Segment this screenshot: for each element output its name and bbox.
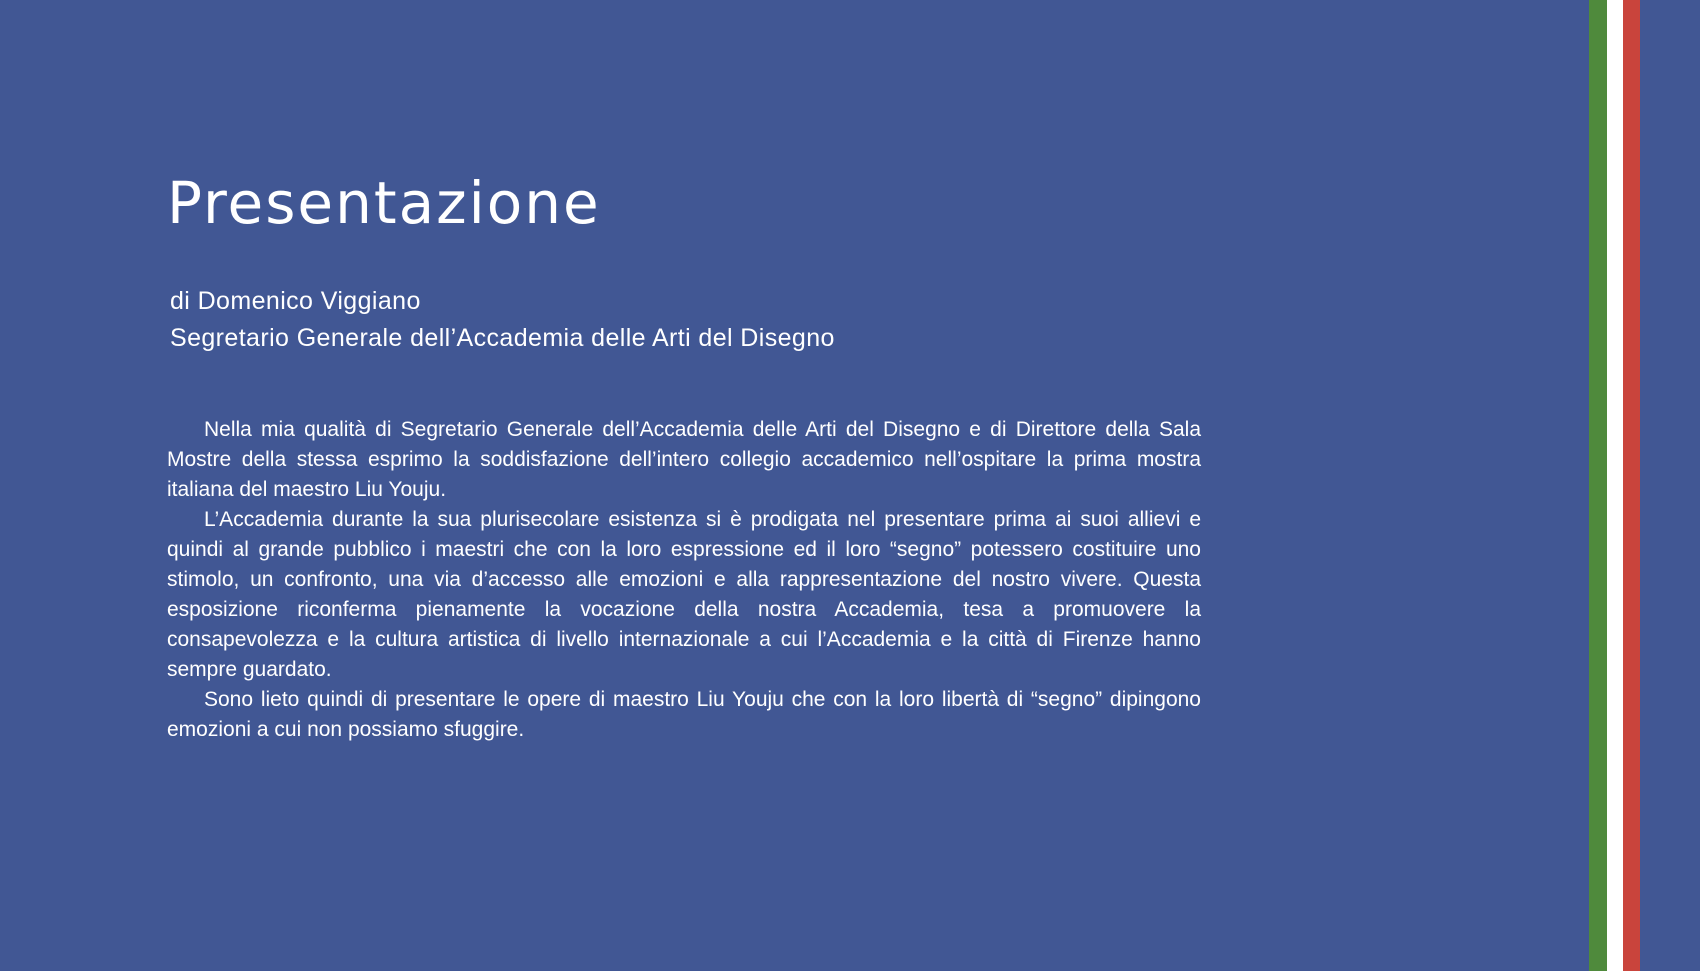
body-paragraph: L’Accademia durante la sua plurisecolare esistenza si è prodigata nel presentare prima ai suoi allievi e quindi al grande pubblico i maestri che con la loro espressione ed il loro “segno” potessero costituire uno stimolo, un confronto, una via d’accesso alle emozioni e alla rappresentazione del nostro vivere. Questa esposizione riconferma pienamente la vocazione della nostra Accademia, tesa a promuovere la consapevolezza e la cultura artistica di livello internazionale a cui l’Accademia e la città di Firenze hanno sempre guardato. — [167, 508, 1201, 681]
author-role: Segretario Generale dell’Accademia delle Arti del Disegno — [170, 324, 835, 352]
flag-stripe-red — [1623, 0, 1640, 971]
body-paragraph: Sono lieto quindi di presentare le opere di maestro Liu Youju che con la loro libertà di “segno” dipingono emozioni a cui non possiamo sfuggire. — [167, 688, 1201, 741]
flag-stripe-white — [1607, 0, 1623, 971]
byline — [170, 283, 835, 357]
author-line: di Domenico Viggiano — [170, 287, 421, 315]
flag-stripe-green — [1589, 0, 1607, 971]
page-title: Presentazione — [167, 169, 601, 237]
body-paragraph: Nella mia qualità di Segretario Generale dell’Accademia delle Arti del Disegno e di Direttore della Sala Mostre della stessa esprimo la soddisfazione dell’intero collegio accademico nell’ospitare la prima mostra italiana del maestro Liu Youju. — [167, 418, 1201, 501]
body-text — [167, 415, 1201, 745]
